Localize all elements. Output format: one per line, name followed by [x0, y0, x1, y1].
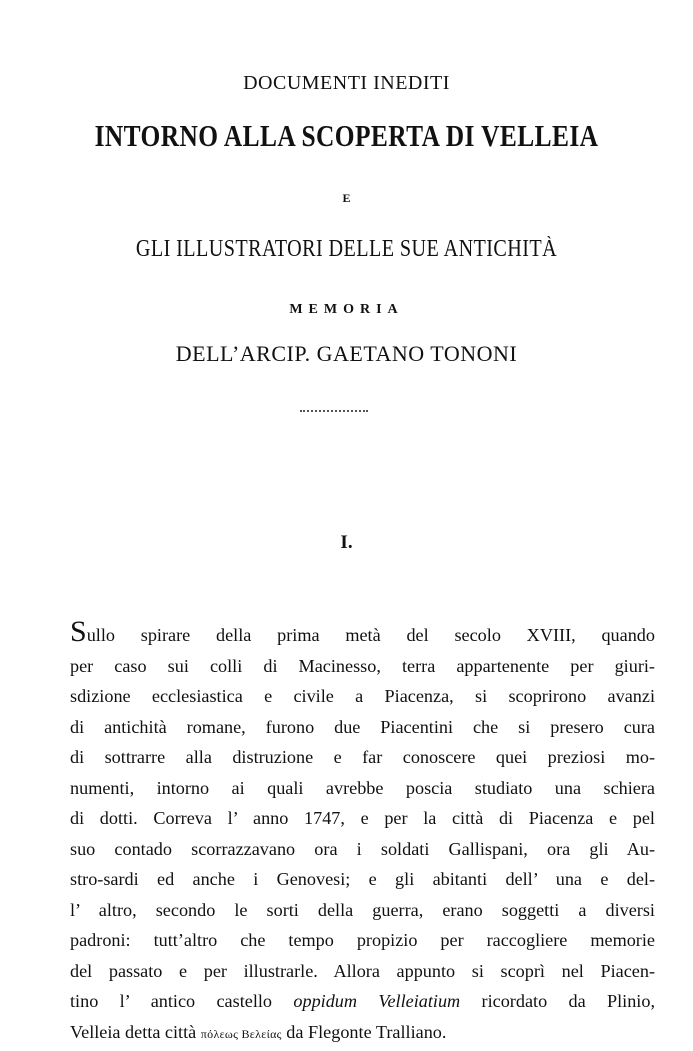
paragraph-line: suo contado scorrazzavano ora i soldati Gallispani, ora gli Au-: [70, 838, 655, 859]
section-number: I.: [340, 532, 353, 553]
ornament-divider: [300, 410, 368, 412]
latin-phrase: oppidum Velleiatium: [293, 991, 461, 1011]
title-memoria: MEMORIA: [289, 302, 404, 317]
paragraph-line: numenti, intorno ai quali avrebbe poscia studiato una schiera: [70, 777, 655, 798]
paragraph-line-13: [70, 986, 655, 1017]
body-paragraph: [70, 615, 655, 1047]
title-documenti-inediti: DOCUMENTI INEDITI: [243, 72, 450, 94]
paragraph-line: di dotti. Correva l’ anno 1747, e per la città di Piacenza e pel: [70, 808, 655, 828]
title-main: INTORNO ALLA SCOPERTA DI VELLEIA: [94, 118, 599, 153]
paragraph-line: di sottrarre alla distruzione e far conoscere quei preziosi mo-: [70, 747, 655, 767]
line14-start: Velleia detta città: [70, 1021, 201, 1042]
paragraph-line: sdizione ecclesiastica e civile a Piacenza, si scoprirono avanzi: [70, 686, 655, 706]
title-subtitle: GLI ILLUSTRATORI DELLE SUE ANTICHITÀ: [135, 236, 558, 262]
line14-end: da Flegonte Tralliano.: [281, 1021, 447, 1042]
paragraph-line: per caso sui colli di Macinesso, terra appartenente per giuri-: [70, 655, 655, 676]
paragraph-line: padroni: tutt’altro che tempo propizio per raccogliere memorie: [70, 930, 655, 950]
paragraph-line-1: [70, 615, 655, 651]
line13-start: tino l’ antico castello: [70, 991, 294, 1011]
greek-phrase: πόλεως Βελείας: [200, 1026, 282, 1041]
drop-cap: S: [70, 615, 87, 648]
paragraph-line: l’ altro, secondo le sorti della guerra, erano soggetti a diversi: [70, 899, 655, 920]
paragraph-line-14: [70, 1017, 655, 1048]
paragraph-line-1-text: ullo spirare della prima metà del secolo XVIII, quando: [86, 625, 655, 645]
paragraph-line: del passato e per illustrarle. Allora appunto si scoprì nel Piacen-: [70, 960, 655, 981]
paragraph-line: stro-sardi ed anche i Genovesi; e gli abitanti dell’ una e del-: [70, 869, 655, 889]
line13-end: ricordato da Plinio,: [460, 991, 655, 1011]
title-author: DELL’ARCIP. GAETANO TONONI: [175, 341, 518, 366]
paragraph-line: di antichità romane, furono due Piacentini che si presero cura: [70, 716, 655, 737]
title-conjunction: E: [342, 191, 351, 205]
